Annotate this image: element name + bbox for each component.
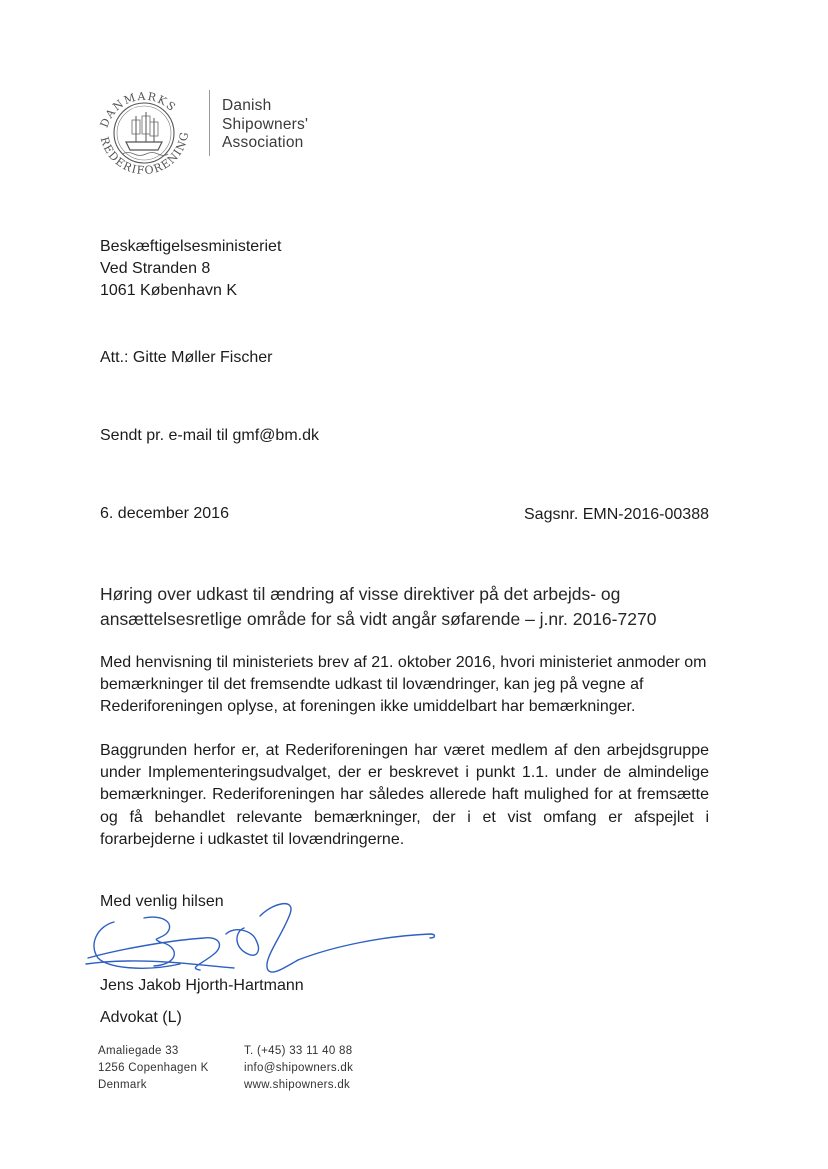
association-name [222, 97, 308, 153]
footer-address-line-1: Amaliegade 33 [98, 1045, 179, 1057]
signer-name: Jens Jakob Hjorth-Hartmann [100, 977, 304, 994]
case-number: Sagsnr. EMN-2016-00388 [524, 506, 709, 523]
body-paragraph-1: Med henvisning til ministeriets brev af 21. oktober 2016, hvori ministeriet anmoder om bemærkninger til det fremsendte udkast til lovændringer, kan jeg på vegne af Rederiforeningen oplyse, at foreningen ikke umiddelbart har bemærkninger. [100, 654, 707, 716]
footer-email: info@shipowners.dk [244, 1062, 354, 1074]
association-seal-logo [88, 78, 200, 188]
handwritten-signature [84, 888, 440, 978]
recipient-line-1: Beskæftigelsesministeriet [100, 238, 282, 255]
association-name-line-1: Danish [222, 97, 272, 114]
attention-line: Att.: Gitte Møller Fischer [100, 349, 273, 366]
closing-greeting: Med venlig hilsen [100, 893, 224, 910]
svg-text:REDERIFORENING [98, 130, 192, 177]
recipient-line-2: Ved Stranden 8 [100, 260, 211, 277]
footer-contact [244, 1043, 353, 1094]
letter-subject: Høring over udkast til ændring af visse direktiver på det arbejds- og ansættelsesretlige område for så vidt angår søfarende – j.nr. 2016-7270 [100, 584, 657, 629]
association-name-line-3: Association [222, 134, 304, 151]
svg-text:DANMARKS [98, 90, 179, 130]
footer-website: www.shipowners.dk [244, 1079, 351, 1091]
footer-address [98, 1043, 209, 1094]
footer-address-line-2: 1256 Copenhagen K [98, 1062, 209, 1074]
seal-text-bottom: REDERIFORENING [97, 130, 192, 178]
seal-text-top: DANMARKS [97, 89, 179, 130]
logo-divider [209, 90, 210, 156]
recipient-line-3: 1061 København K [100, 282, 237, 299]
footer-phone: T. (+45) 33 11 40 88 [244, 1045, 353, 1057]
letter-date: 6. december 2016 [100, 505, 229, 522]
seal-ship-icon [88, 78, 200, 188]
sent-via-line: Sendt pr. e-mail til gmf@bm.dk [100, 427, 319, 444]
footer-address-line-3: Denmark [98, 1079, 147, 1091]
association-name-line-2: Shipowners' [222, 115, 309, 133]
body-paragraph-2: Baggrunden herfor er, at Rederiforeningen har været medlem af den arbejdsgruppe under Implementeringsudvalget, der er beskrevet i punkt 1.1. under de almindelige bemærkninger. Rederiforeningen har således allerede haft mulighed for at fremsætte og få behandlet relevante bemærkninger, der i et vist omfang er afspejlet i forarbejderne i udkastet til lovændringerne. [100, 742, 709, 848]
recipient-address [100, 236, 281, 302]
signer-title: Advokat (L) [100, 1009, 182, 1026]
